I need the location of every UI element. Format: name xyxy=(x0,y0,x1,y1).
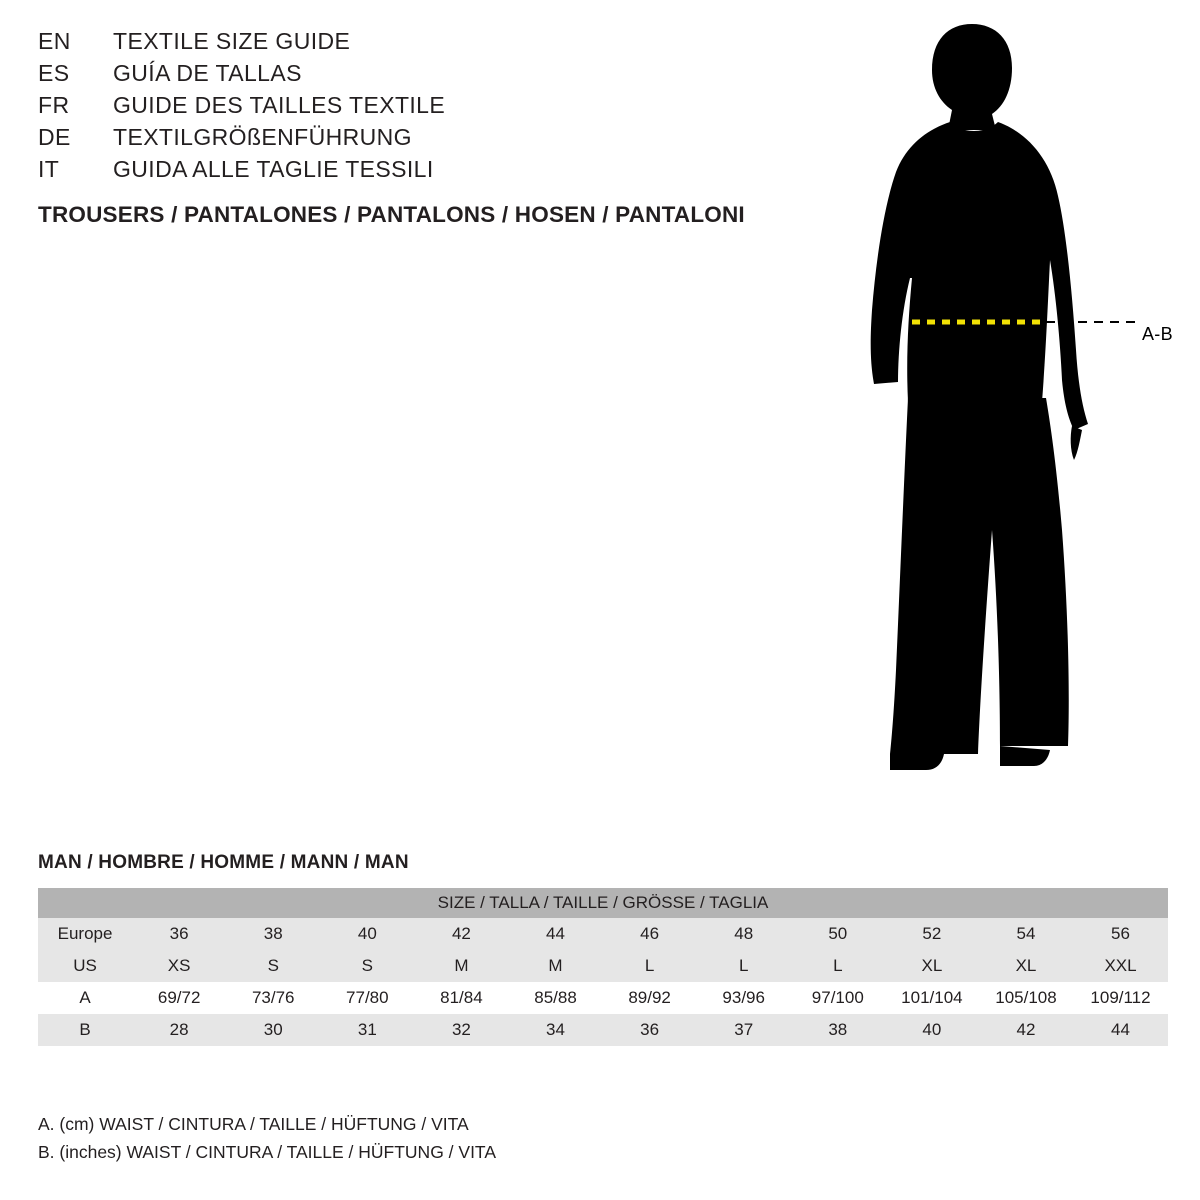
language-title: GUIDE DES TAILLES TEXTILE xyxy=(113,92,446,118)
row-label: B xyxy=(38,1014,132,1046)
language-row xyxy=(38,156,798,188)
language-title: TEXTILE SIZE GUIDE xyxy=(113,28,351,54)
table-header-label: SIZE / TALLA / TAILLE / GRÖSSE / TAGLIA xyxy=(38,888,1168,918)
table-cell: 54 xyxy=(979,918,1073,950)
table-cell: 42 xyxy=(979,1014,1073,1046)
table-cell: 85/88 xyxy=(508,982,602,1014)
table-row xyxy=(38,950,1168,982)
language-code: IT xyxy=(38,156,60,182)
table-cell: 56 xyxy=(1073,918,1168,950)
table-cell: 36 xyxy=(132,918,226,950)
table-cell: XXL xyxy=(1073,950,1168,982)
table-cell: 73/76 xyxy=(226,982,320,1014)
language-code: FR xyxy=(38,92,70,118)
language-code: DE xyxy=(38,124,71,150)
table-row xyxy=(38,918,1168,950)
language-header-block xyxy=(38,28,798,228)
table-cell: 30 xyxy=(226,1014,320,1046)
footnotes-block xyxy=(38,1110,938,1166)
table-cell: 109/112 xyxy=(1073,982,1168,1014)
table-cell: 69/72 xyxy=(132,982,226,1014)
table-cell: 40 xyxy=(885,1014,979,1046)
size-table-section xyxy=(38,852,1168,1046)
table-cell: L xyxy=(603,950,697,982)
table-cell: 101/104 xyxy=(885,982,979,1014)
footnote-a: A. (cm) WAIST / CINTURA / TAILLE / HÜFTUNG / VITA xyxy=(38,1114,469,1134)
size-table xyxy=(38,888,1168,1046)
language-title: TEXTILGRÖßENFÜHRUNG xyxy=(113,124,412,150)
language-code: EN xyxy=(38,28,71,54)
table-cell: 46 xyxy=(603,918,697,950)
man-silhouette-icon xyxy=(820,10,1200,810)
table-cell: 52 xyxy=(885,918,979,950)
table-cell: 37 xyxy=(697,1014,791,1046)
table-cell: XS xyxy=(132,950,226,982)
table-cell: XL xyxy=(979,950,1073,982)
table-cell: L xyxy=(791,950,885,982)
table-cell: S xyxy=(226,950,320,982)
row-label: A xyxy=(38,982,132,1014)
language-title: GUÍA DE TALLAS xyxy=(113,60,302,86)
footnote-b: B. (inches) WAIST / CINTURA / TAILLE / HÜFTUNG / VITA xyxy=(38,1142,496,1162)
language-code: ES xyxy=(38,60,70,86)
table-cell: 36 xyxy=(603,1014,697,1046)
table-cell: 97/100 xyxy=(791,982,885,1014)
table-cell: 28 xyxy=(132,1014,226,1046)
table-cell: 38 xyxy=(226,918,320,950)
table-cell: M xyxy=(508,950,602,982)
table-cell: 105/108 xyxy=(979,982,1073,1014)
table-cell: 48 xyxy=(697,918,791,950)
table-cell: 50 xyxy=(791,918,885,950)
measure-ab-label: A-B xyxy=(1142,324,1173,344)
language-row xyxy=(38,92,798,124)
table-cell: 32 xyxy=(414,1014,508,1046)
table-cell: 93/96 xyxy=(697,982,791,1014)
garment-type-label: TROUSERS / PANTALONES / PANTALONS / HOSEN / PANTALONI xyxy=(38,202,745,227)
table-cell: XL xyxy=(885,950,979,982)
table-cell: 89/92 xyxy=(603,982,697,1014)
language-row xyxy=(38,60,798,92)
table-cell: L xyxy=(697,950,791,982)
table-row xyxy=(38,982,1168,1014)
language-row xyxy=(38,28,798,60)
language-row xyxy=(38,124,798,156)
table-row xyxy=(38,1014,1168,1046)
table-cell: 77/80 xyxy=(320,982,414,1014)
table-cell: 40 xyxy=(320,918,414,950)
table-cell: 44 xyxy=(508,918,602,950)
table-cell: M xyxy=(414,950,508,982)
row-label: US xyxy=(38,950,132,982)
table-cell: 42 xyxy=(414,918,508,950)
figure-area xyxy=(820,10,1200,810)
table-cell: 31 xyxy=(320,1014,414,1046)
table-cell: 81/84 xyxy=(414,982,508,1014)
table-cell: 44 xyxy=(1073,1014,1168,1046)
table-cell: S xyxy=(320,950,414,982)
row-label: Europe xyxy=(38,918,132,950)
table-cell: 38 xyxy=(791,1014,885,1046)
table-cell: 34 xyxy=(508,1014,602,1046)
language-title: GUIDA ALLE TAGLIE TESSILI xyxy=(113,156,434,182)
table-header-row xyxy=(38,888,1168,918)
gender-label: MAN / HOMBRE / HOMME / MANN / MAN xyxy=(38,852,409,873)
